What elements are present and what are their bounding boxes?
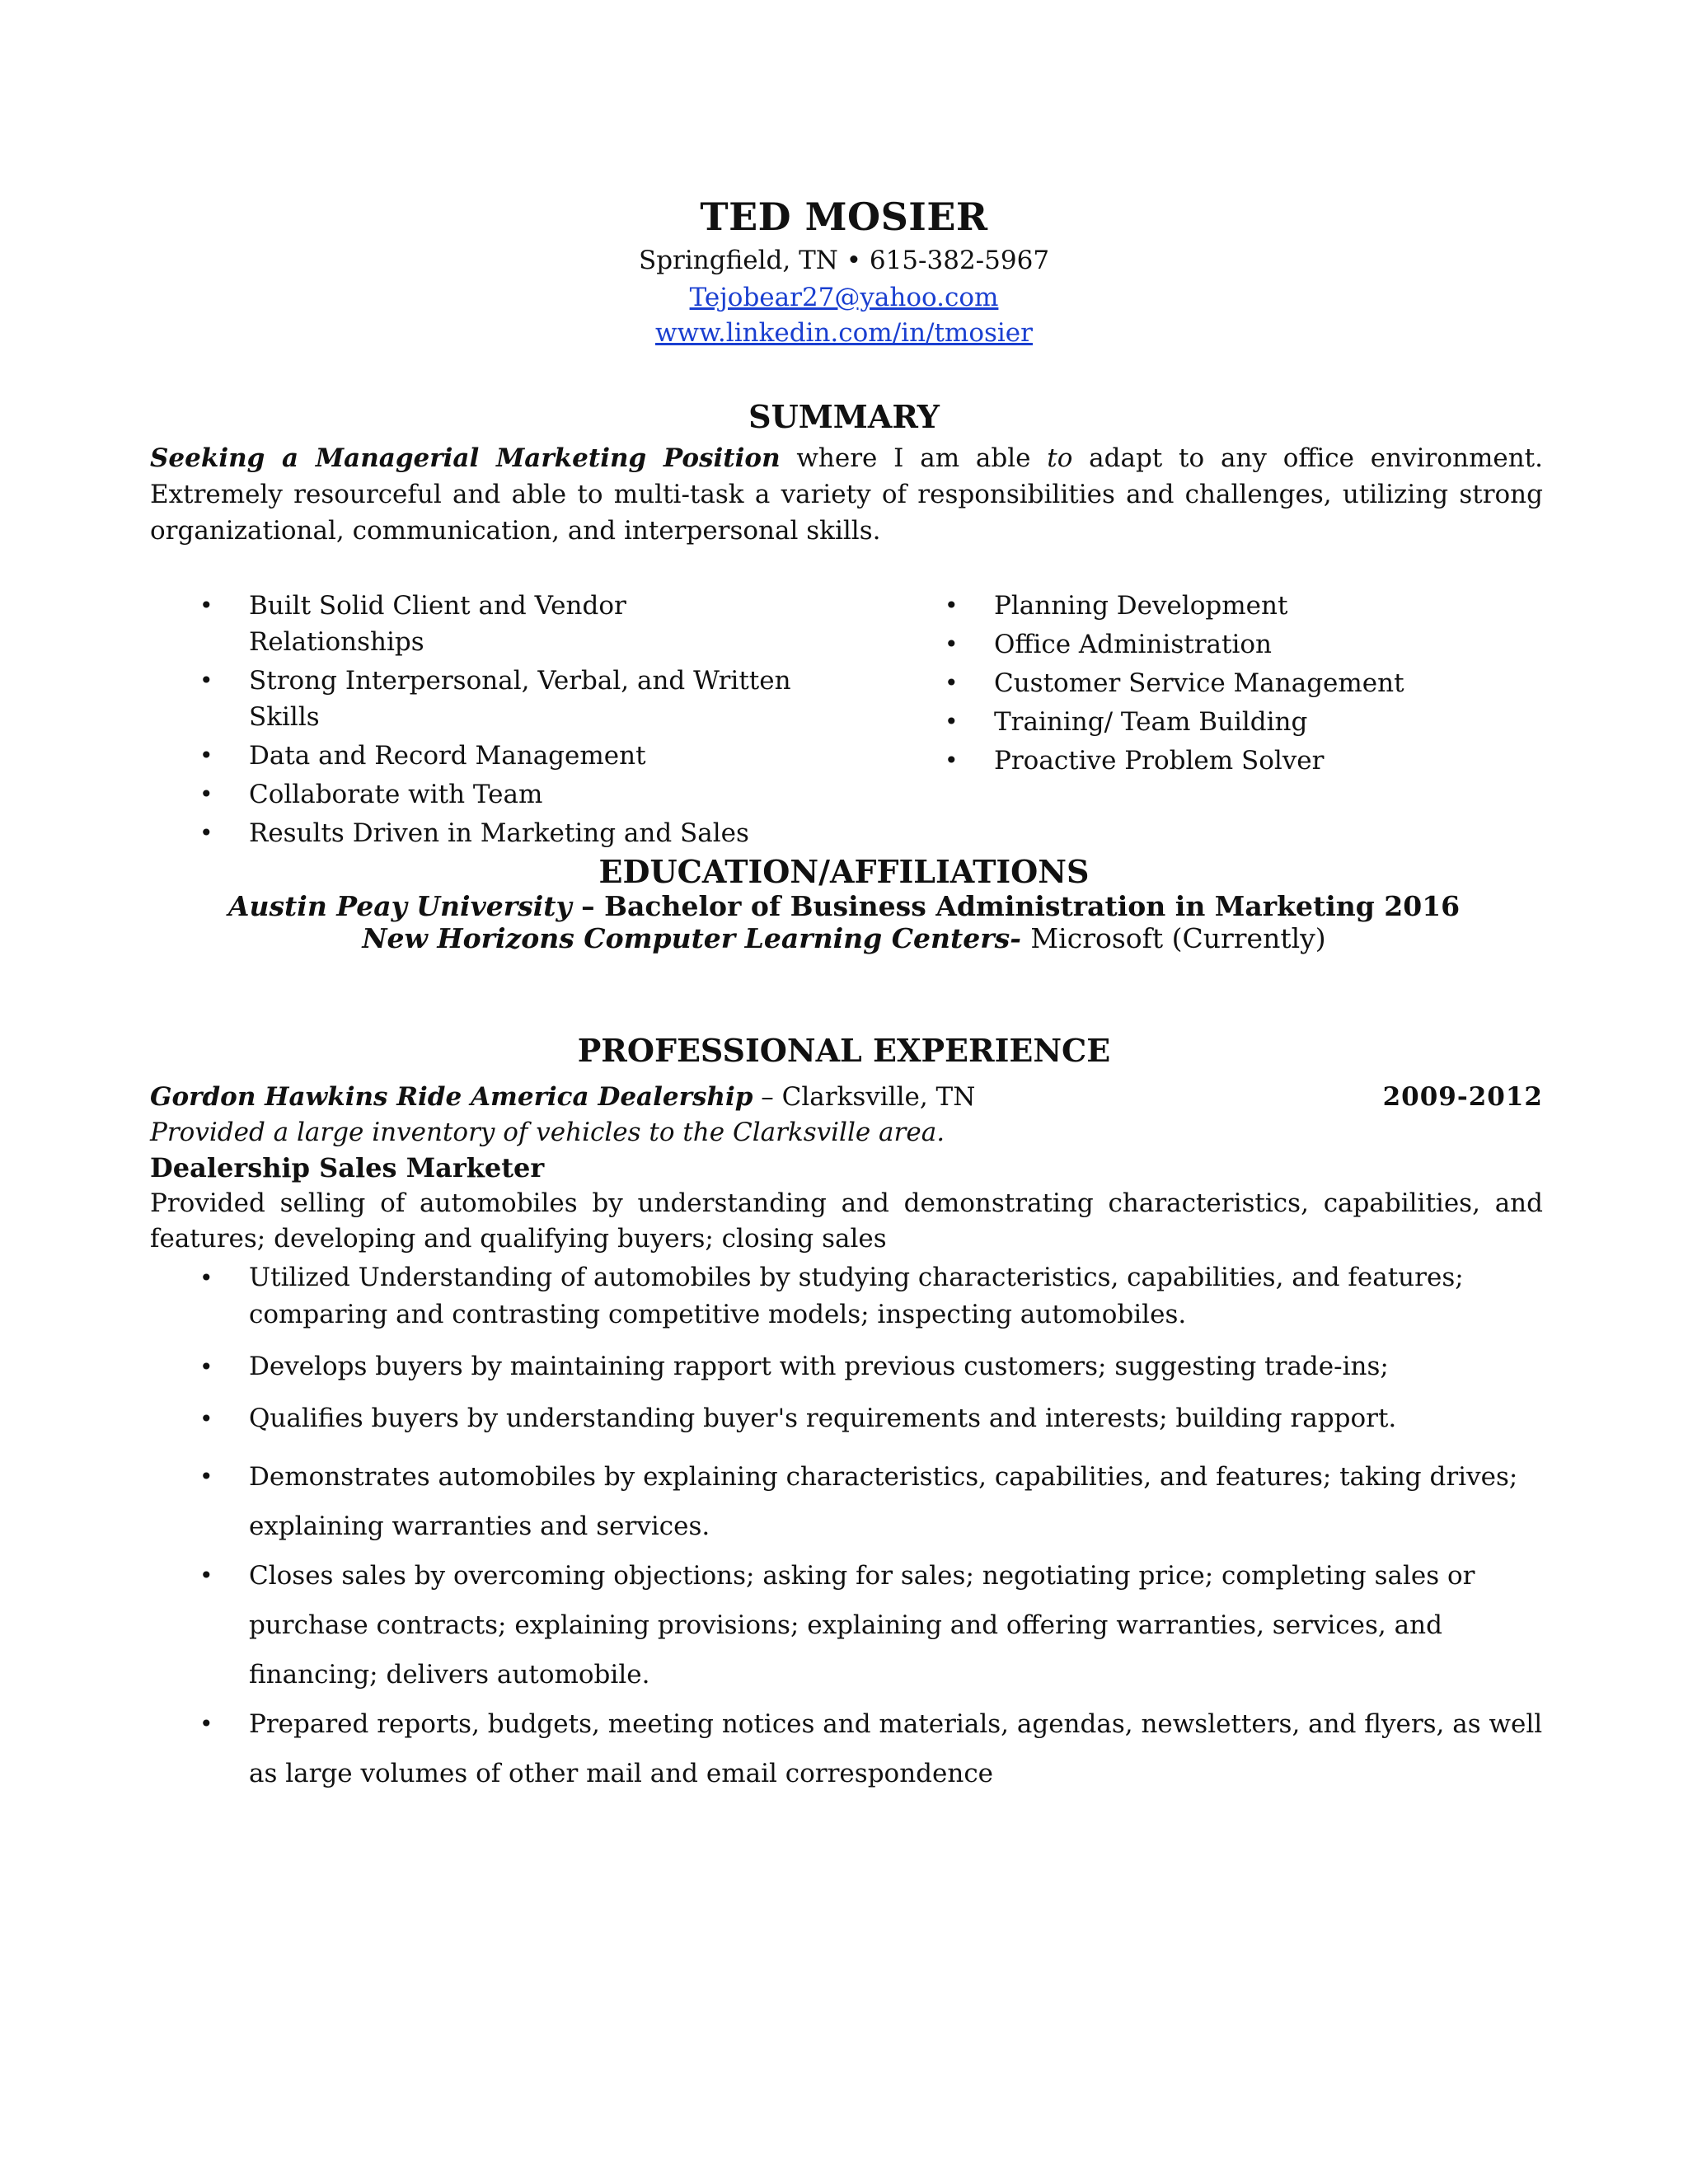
skill-item: • Built Solid Client and Vendor Relationships <box>249 588 793 660</box>
school-name: New Horizons Computer Learning Centers <box>362 922 1010 954</box>
candidate-name: TED MOSIER <box>700 194 988 239</box>
duty-item: • Develops buyers by maintaining rapport with previous customers; suggesting trade-ins; <box>249 1348 1543 1385</box>
linkedin-link[interactable]: www.linkedin.com/in/tmosier <box>655 318 1033 348</box>
location-phone: Springfield, TN • 615-382-5967 <box>638 246 1050 275</box>
education-line-1 <box>0 890 1688 922</box>
skill-item: • Training/ Team Building <box>994 704 1538 740</box>
school-name: Austin Peay University <box>227 890 572 922</box>
employer-line <box>150 1080 975 1115</box>
summary-heading: SUMMARY <box>748 398 940 435</box>
job-header-row <box>150 1080 1543 1115</box>
employer-location: – Clarksville, TN <box>753 1082 976 1112</box>
skills-list-right <box>994 588 1538 781</box>
linkedin-line <box>0 318 1688 348</box>
education-heading: EDUCATION/AFFILIATIONS <box>598 853 1090 890</box>
summary-lead: Seeking a Managerial Marketing Position <box>150 443 781 473</box>
skill-item: • Results Driven in Marketing and Sales <box>249 815 793 851</box>
duty-item: • Demonstrates automobiles by explaining characteristics, capabilities, and features; taking drives; explaining warranties and services. <box>249 1452 1543 1551</box>
program-detail: Microsoft (Currently) <box>1030 922 1326 954</box>
duty-item: • Prepared reports, budgets, meeting notices and materials, agendas, newsletters, and flyers, as well as large volumes of other mail and email correspondence <box>249 1699 1543 1798</box>
employer-description: Provided a large inventory of vehicles to the Clarksville area. <box>150 1118 945 1147</box>
duty-item: • Utilized Understanding of automobiles by studying characteristics, capabilities, and features; comparing and contrasting competitive models; inspecting automobiles. <box>249 1259 1543 1333</box>
duty-item: • Qualifies buyers by understanding buyer's requirements and interests; building rapport. <box>249 1400 1543 1437</box>
skill-item: • Strong Interpersonal, Verbal, and Written Skills <box>249 663 793 735</box>
skill-item: • Planning Development <box>994 588 1538 624</box>
job-entry <box>150 1080 1543 1257</box>
summary-text-b: adapt to any office environment. Extremely resourceful and able to multi-task a variety of responsibilities and challenges, utilizing strong organizational, communication, and interpersonal skills. <box>150 443 1543 546</box>
separator: - <box>1010 922 1031 954</box>
summary-text-a: where I am able <box>780 443 1048 473</box>
email-link[interactable]: Tejobear27@yahoo.com <box>689 283 999 312</box>
experience-heading: PROFESSIONAL EXPERIENCE <box>577 1032 1111 1069</box>
education-line-2 <box>0 922 1688 954</box>
duties-list <box>249 1259 1543 1798</box>
email-line <box>0 283 1688 312</box>
job-title: Dealership Sales Marketer <box>150 1152 545 1183</box>
job-dates: 2009-2012 <box>1382 1082 1543 1112</box>
skill-item: • Office Administration <box>994 626 1538 663</box>
summary-text-to: to <box>1047 443 1073 473</box>
job-overview: Provided selling of automobiles by understanding and demonstrating characteristics, capabilities, and features; developing and qualifying buyers; closing sales <box>150 1188 1543 1254</box>
skill-item: • Proactive Problem Solver <box>994 743 1538 779</box>
degree: – Bachelor of Business Administration in Marketing 2016 <box>571 890 1461 922</box>
employer-name: Gordon Hawkins Ride America Dealership <box>150 1082 753 1112</box>
duty-item: • Closes sales by overcoming objections; asking for sales; negotiating price; completing sales or purchase contracts; explaining provisions; explaining and offering warranties, services, and financing; delivers automobile. <box>249 1551 1543 1699</box>
summary-paragraph <box>150 440 1543 549</box>
skills-list-left <box>249 588 793 854</box>
skill-item: • Customer Service Management <box>994 665 1538 701</box>
skill-item: • Data and Record Management <box>249 738 793 774</box>
skill-item: • Collaborate with Team <box>249 776 793 813</box>
